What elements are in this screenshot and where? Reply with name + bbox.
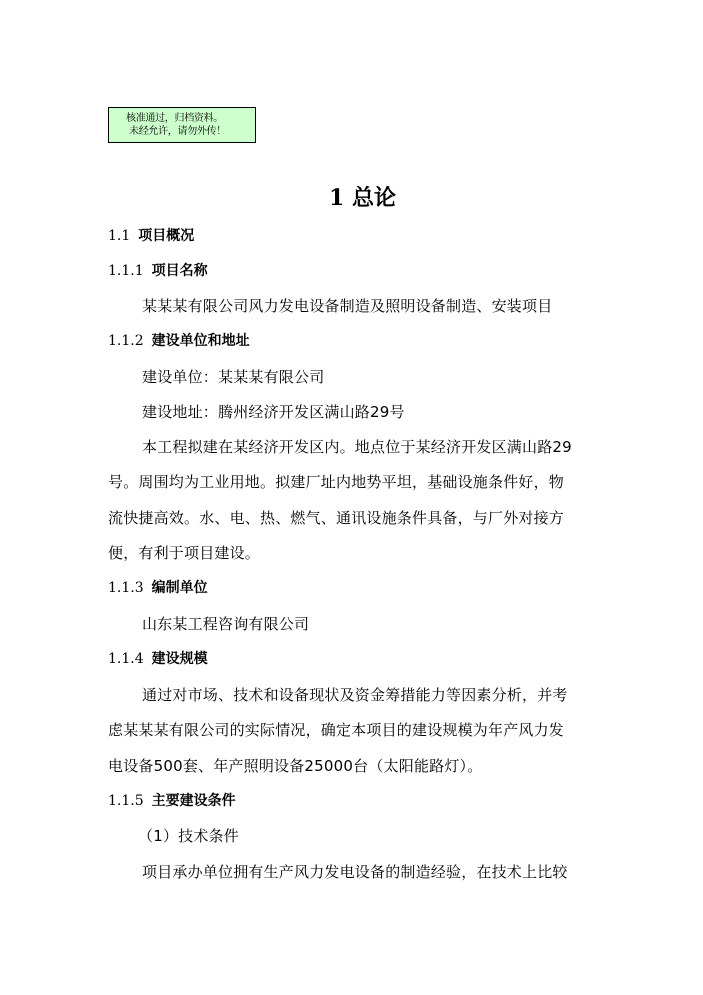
stamp-line-1: 核准通过，归档资料。: [126, 113, 223, 124]
site-para-line: 便，有利于项目建设。: [108, 544, 261, 562]
scale-para-line: 电设备500套、年产照明设备25000台（太阳能路灯）。: [108, 757, 483, 775]
scale-para-line: 通过对市场、技术和设备现状及资金筹措能力等因素分析，并考: [142, 686, 568, 704]
heading-number: 1.1.5: [108, 793, 144, 809]
site-para-line: 流快捷高效。水、电、热、燃气、通讯设施条件具备，与厂外对接方: [108, 509, 565, 527]
heading-number: 1.1.3: [108, 580, 144, 596]
builder-address-text: 建设地址：腾州经济开发区满山路29号: [142, 403, 405, 421]
site-para-line: 号。周围均为工业用地。拟建厂址内地势平坦，基础设施条件好，物: [108, 473, 565, 491]
heading-number: 1.1.2: [108, 333, 144, 349]
heading-text: 主要建设条件: [151, 793, 236, 809]
scale-para-line: 虑某某某有限公司的实际情况，确定本项目的建设规模为年产风力发: [108, 721, 565, 739]
heading-number: 1.1.4: [108, 651, 144, 667]
heading-1-1: [108, 226, 194, 246]
project-name-text: 某某某有限公司风力发电设备制造及照明设备制造、安装项目: [142, 297, 553, 315]
heading-text: 建设规模: [151, 651, 208, 667]
approval-stamp: [108, 107, 256, 143]
heading-1-1-4: [108, 649, 208, 669]
heading-number: 1.1.1: [108, 263, 144, 279]
tech-condition-heading: （1）技术条件: [138, 827, 239, 845]
compiler-text: 山东某工程咨询有限公司: [142, 615, 310, 633]
site-para-line: 本工程拟建在某经济开发区内。地点位于某经济开发区满山路29: [142, 438, 572, 456]
heading-text: 编制单位: [151, 580, 208, 596]
stamp-line-2: 未经允许，请勿外传！: [129, 126, 226, 137]
builder-unit-text: 建设单位：某某某有限公司: [142, 368, 325, 386]
heading-1-1-1: [108, 261, 208, 281]
heading-number: 1.1: [108, 228, 131, 244]
heading-text: 建设单位和地址: [151, 333, 250, 349]
heading-text: 项目名称: [151, 263, 208, 279]
chapter-title: 1 总论: [329, 185, 396, 211]
heading-1-1-2: [108, 331, 250, 351]
tech-para-line: 项目承办单位拥有生产风力发电设备的制造经验，在技术上比较: [142, 863, 568, 881]
heading-1-1-5: [108, 791, 236, 811]
heading-text: 项目概况: [138, 228, 195, 244]
heading-1-1-3: [108, 578, 208, 598]
